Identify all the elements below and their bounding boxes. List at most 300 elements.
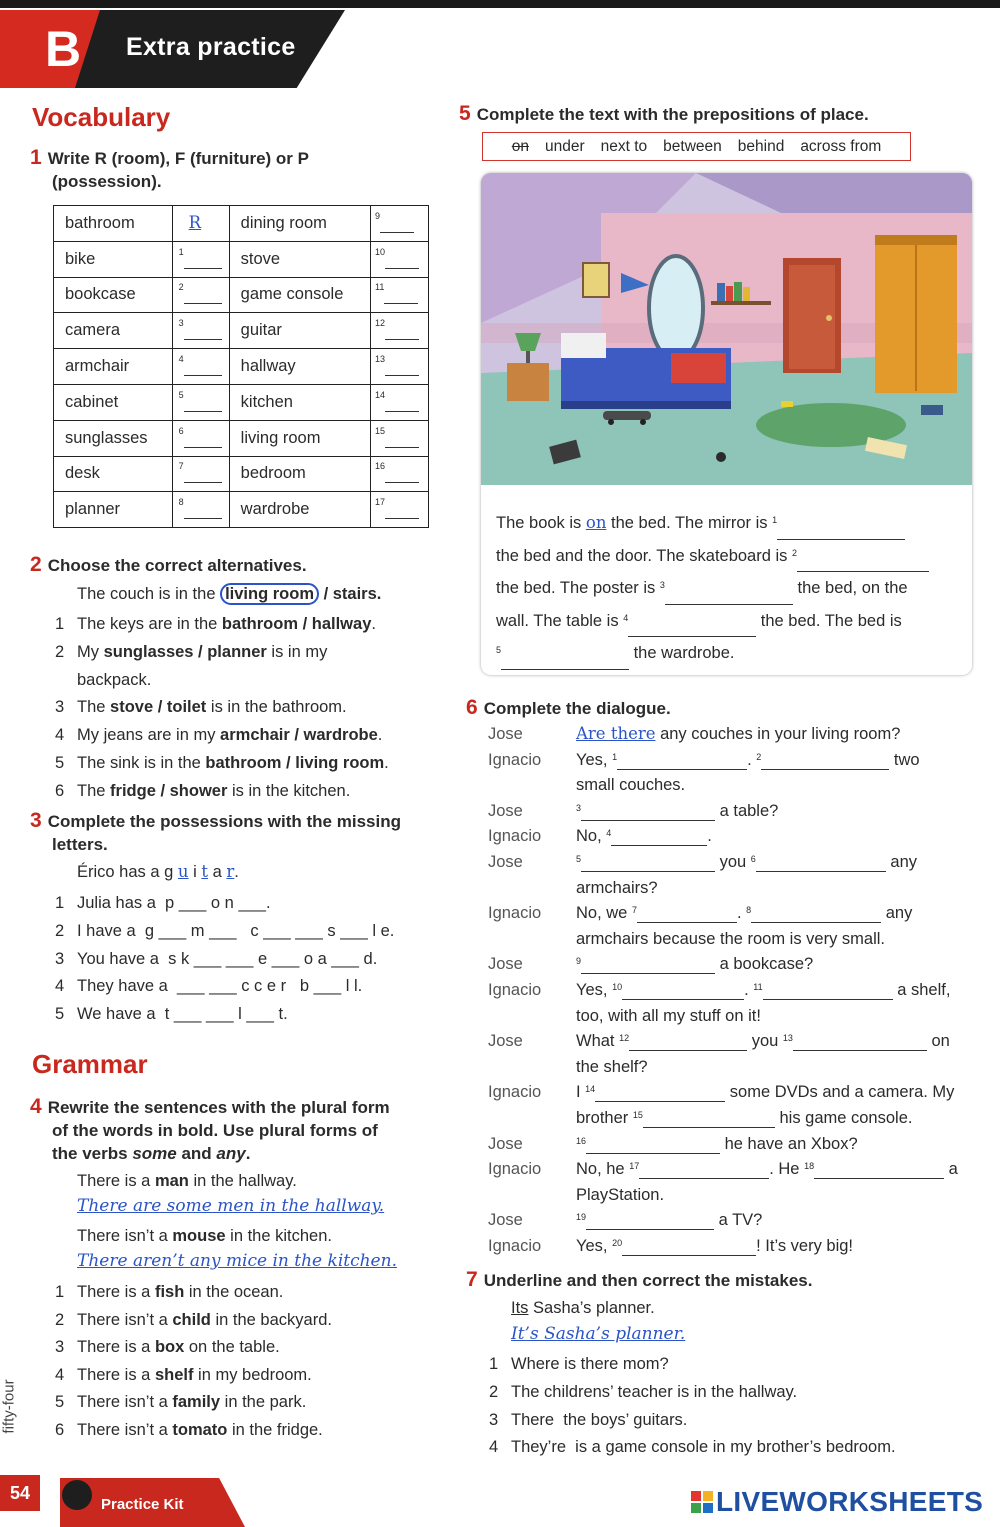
item-number: 11: [375, 282, 385, 293]
answer-cell[interactable]: [172, 206, 229, 242]
bold-word: family: [172, 1393, 221, 1412]
item-number: 9: [375, 210, 381, 221]
item-number: 15: [632, 1109, 643, 1120]
given-answer: Are there: [576, 724, 656, 743]
dialogue-line: [488, 801, 993, 827]
item-text[interactable]: You have a s k ___ ___ e ___ o a ___ d.: [77, 949, 378, 968]
answer-blank-1[interactable]: [777, 524, 905, 540]
list-item[interactable]: [55, 918, 465, 946]
dialogue-text: armchairs?: [576, 878, 658, 897]
answer-cell[interactable]: [172, 277, 229, 313]
answer-cell[interactable]: [371, 206, 429, 242]
table-row: [54, 384, 429, 420]
dialogue-text: What: [576, 1032, 620, 1051]
list-item: [55, 722, 455, 750]
side-page-label: fifty-four: [0, 1379, 18, 1434]
item-number: 7: [631, 905, 637, 916]
speaker-name: Jose: [488, 955, 523, 974]
item-number: 6: [178, 425, 184, 436]
ex2-circled-answer: living room: [220, 583, 319, 605]
item-text: My jeans are in my: [77, 726, 221, 745]
item-text: is in the kitchen.: [227, 781, 351, 800]
item-text: on the table.: [184, 1338, 280, 1357]
speaker-name: Jose: [488, 1032, 523, 1051]
speaker-name: Ignacio: [488, 904, 542, 923]
answer-cell[interactable]: [172, 384, 229, 420]
item-text: in the fridge.: [227, 1420, 323, 1439]
item-number: 2: [178, 282, 184, 293]
vocab-table: [53, 205, 429, 528]
dialogue-line: [488, 954, 993, 980]
answer-cell[interactable]: [172, 492, 229, 528]
vocab-word: wardrobe: [229, 492, 370, 528]
word-option: under: [544, 137, 585, 155]
list-item: [55, 1392, 455, 1420]
item-number: 5: [55, 1393, 65, 1412]
dialogue-text: No, we: [576, 904, 632, 923]
item-number: 5: [55, 1005, 65, 1024]
dialogue-line: [488, 852, 993, 878]
answer-cell[interactable]: [371, 313, 429, 349]
answer-blank-4[interactable]: [628, 621, 756, 637]
poster: [583, 263, 609, 297]
answer-blank[interactable]: [184, 288, 222, 304]
dialogue-line: [488, 1082, 993, 1108]
list-item[interactable]: [55, 946, 465, 974]
dialogue-text: the shelf?: [576, 1057, 648, 1076]
item-number: 3: [55, 949, 65, 968]
vocab-word: bathroom: [54, 206, 173, 242]
answer-blank[interactable]: [581, 856, 715, 872]
list-item[interactable]: [489, 1382, 969, 1410]
speaker-name: Ignacio: [488, 1160, 542, 1179]
dialogue-line: [488, 750, 993, 776]
bold-word: tomato: [172, 1420, 228, 1439]
speaker-name: Jose: [488, 1211, 523, 1230]
answer-blank[interactable]: [622, 984, 744, 1000]
vocab-word: kitchen: [229, 384, 370, 420]
item-text: The: [77, 781, 111, 800]
speaker-name: Jose: [488, 1134, 523, 1153]
list-item: [55, 667, 455, 695]
item-text: .: [371, 615, 376, 633]
dialogue-line: [488, 1210, 993, 1236]
vocab-word: armchair: [54, 349, 173, 385]
answer-cell[interactable]: [172, 420, 229, 456]
item-number: 4: [55, 977, 65, 996]
list-item: [55, 639, 455, 667]
item-text: .: [377, 726, 383, 745]
ex4-example2: There isn’t a mouse in the kitchen.: [77, 1227, 332, 1245]
bold-word: fish: [154, 1283, 185, 1301]
vocab-word: guitar: [229, 313, 370, 349]
dialogue-text: two: [889, 750, 920, 769]
item-number: 4: [489, 1438, 499, 1457]
answer-blank[interactable]: [751, 907, 881, 923]
answer-blank[interactable]: [184, 432, 222, 448]
ex1-number: 1: [30, 146, 42, 169]
list-item[interactable]: [55, 890, 465, 918]
vocabulary-title: Vocabulary: [32, 102, 171, 132]
word-option: next to: [600, 137, 648, 155]
answer-blank[interactable]: [756, 856, 886, 872]
dialogue-line: [488, 1185, 993, 1211]
answer-blank[interactable]: [385, 324, 419, 340]
ex3-items: [55, 890, 465, 1029]
word-option: behind: [737, 137, 785, 155]
practice-kit-label[interactable]: Practice Kit: [101, 1496, 184, 1513]
item-text: My: [77, 642, 104, 661]
list-item[interactable]: [489, 1410, 969, 1438]
item-number: 16: [576, 1135, 587, 1146]
dialogue-text: . He: [769, 1160, 805, 1179]
item-text: in the park.: [220, 1393, 307, 1412]
answer-blank[interactable]: [581, 805, 715, 821]
item-text: in the backyard.: [210, 1310, 332, 1329]
grammar-title: Grammar: [32, 1049, 148, 1079]
answer-blank[interactable]: [184, 360, 222, 376]
item-number: 7: [178, 461, 184, 472]
item-text: There is a: [77, 1283, 155, 1301]
dialogue-line: [488, 1159, 993, 1185]
speaker-name: Ignacio: [488, 827, 542, 846]
answer-cell[interactable]: [371, 420, 429, 456]
item-number: 6: [750, 853, 756, 864]
table-row: [54, 206, 429, 242]
answer-blank[interactable]: [385, 503, 419, 519]
table-row: [54, 420, 429, 456]
item-number: 14: [375, 389, 386, 400]
dialogue-text: No,: [576, 827, 607, 846]
dialogue-line: [488, 1006, 993, 1032]
item-text[interactable]: They have a ___ ___ c c e r b ___ l l.: [77, 977, 363, 996]
answer-blank[interactable]: [385, 432, 419, 448]
vocab-word: hallway: [229, 349, 370, 385]
answer-blank[interactable]: [629, 1035, 747, 1051]
word-option: on: [511, 137, 529, 155]
item-text: .: [384, 753, 389, 772]
dialogue-text: Yes,: [576, 750, 613, 769]
room-picture-card: [481, 173, 972, 675]
dialogue-text: PlayStation.: [576, 1185, 665, 1204]
table-row: [54, 456, 429, 492]
dialogue-text: No, he: [576, 1160, 630, 1179]
item-number: 2: [756, 751, 762, 762]
answer-cell[interactable]: [371, 277, 429, 313]
answer-blank[interactable]: [385, 360, 419, 376]
answer-blank[interactable]: [814, 1163, 944, 1179]
answer-cell[interactable]: [172, 241, 229, 277]
alternatives[interactable]: stove / toilet: [110, 698, 207, 717]
answer-blank[interactable]: [793, 1035, 927, 1051]
answer-cell[interactable]: [371, 456, 429, 492]
vocab-word: stove: [229, 241, 370, 277]
dialogue-line: [488, 1057, 993, 1083]
item-number: 16: [375, 461, 386, 472]
table-row: [54, 492, 429, 528]
speaker-name: Ignacio: [488, 1236, 542, 1255]
item-number: 10: [375, 246, 386, 257]
dialogue-text: some DVDs and a camera. My: [725, 1083, 955, 1102]
dialogue-text: you: [715, 852, 751, 871]
dialogue-text: Yes,: [576, 1236, 613, 1255]
answer-blank[interactable]: [384, 288, 418, 304]
item-number: 10: [612, 981, 623, 992]
item-number: 17: [629, 1161, 640, 1172]
answer-blank[interactable]: [637, 907, 737, 923]
vocab-word: desk: [54, 456, 173, 492]
ex7-items: [489, 1354, 969, 1465]
ex2-example: The couch is in the living room / stairs.: [77, 585, 382, 603]
item-number: 5: [576, 853, 582, 864]
bold-word: child: [172, 1310, 211, 1329]
ex6-dialogue: [488, 724, 993, 1261]
header-title: Extra practice: [126, 33, 296, 61]
item-number: 12: [619, 1033, 630, 1044]
item-text[interactable]: Julia has a p ___ o n ___.: [77, 894, 271, 912]
item-number: 3: [55, 1338, 65, 1357]
item-number: 3: [576, 802, 582, 813]
list-item[interactable]: [55, 973, 465, 1001]
dialogue-text: a TV?: [714, 1211, 763, 1230]
dialogue-line: [488, 826, 993, 852]
ex7-instruction: 7 Underline and then correct the mistakes.: [466, 1268, 813, 1291]
item-number: 19: [576, 1212, 587, 1223]
answer-blank[interactable]: [611, 830, 707, 846]
list-item: [55, 694, 455, 722]
vocab-word: sunglasses: [54, 420, 173, 456]
ex4-instruction: 4 Rewrite the sentences with the plural form of the words in bold. Use plural forms of the verbs some and any.: [30, 1095, 390, 1163]
answer-blank[interactable]: [184, 503, 222, 519]
speaker-name: Ignacio: [488, 1083, 542, 1102]
answer-blank[interactable]: [385, 467, 419, 483]
item-number: 17: [375, 497, 386, 508]
list-item: [55, 1337, 455, 1365]
dialogue-text: I: [576, 1083, 586, 1102]
ex4-items: [55, 1282, 455, 1448]
bold-word: shelf: [154, 1365, 194, 1384]
answer-cell[interactable]: [371, 349, 429, 385]
table-row: [54, 313, 429, 349]
ex4-example2-answer: There aren’t any mice in the kitchen.: [77, 1251, 397, 1271]
answer-blank[interactable]: [617, 754, 747, 770]
list-item: [55, 1282, 455, 1310]
ex5-instruction: 5 Complete the text with the prepositions of place.: [459, 102, 869, 125]
list-item: [55, 611, 455, 639]
item-number: 5: [55, 753, 65, 772]
ex5-text: The book is on the bed. The mirror is $^1$ the bed and the door. The skateboard is $^2$ the bed. The poster is $^3$ the bed, on the wall. The table is $^4$ the bed. The bed is $^5$ the wardrobe.: [496, 507, 966, 670]
dialogue-text: ! It’s very big!: [756, 1236, 854, 1255]
answer-cell[interactable]: [172, 313, 229, 349]
speaker-name: Jose: [488, 801, 523, 820]
item-number: 1: [178, 246, 184, 257]
answer-cell[interactable]: [172, 349, 229, 385]
dialogue-line: [488, 724, 993, 750]
item-text[interactable]: They’re is a game console in my brother’s bedroom.: [511, 1438, 896, 1457]
ex7-example: Its Sasha’s planner.: [511, 1299, 655, 1317]
mirror: [649, 256, 703, 360]
answer-cell[interactable]: [371, 384, 429, 420]
answer-blank[interactable]: [595, 1086, 725, 1102]
dialogue-text: .: [707, 827, 712, 846]
item-number: 2: [489, 1382, 499, 1401]
answer-blank[interactable]: [761, 754, 889, 770]
ex4-example1: There is a man in the hallway.: [77, 1172, 297, 1190]
dialogue-text: his game console.: [774, 1108, 913, 1127]
item-number: 1: [55, 615, 65, 633]
ex2-instruction: 2 Choose the correct alternatives.: [30, 553, 307, 576]
answer-cell[interactable]: [371, 241, 429, 277]
answer-blank[interactable]: [586, 1214, 714, 1230]
item-number: 11: [753, 981, 763, 992]
item-text[interactable]: There the boys’ guitars.: [511, 1410, 688, 1429]
liveworksheets-logo[interactable]: LIVEWORKSHEETS: [690, 1486, 983, 1518]
list-item[interactable]: [489, 1437, 969, 1465]
list-item: [55, 778, 455, 806]
list-item: [55, 1310, 455, 1338]
dialogue-line: [488, 1108, 993, 1134]
dialogue-text: any: [881, 904, 913, 923]
bedroom-illustration: [481, 173, 972, 485]
dialogue-text: a table?: [715, 801, 779, 820]
table-row: [54, 349, 429, 385]
alternatives[interactable]: bathroom / hallway: [221, 615, 372, 633]
dialogue-text: on: [926, 1032, 950, 1051]
skateboard: [603, 411, 651, 420]
ex6-instruction: 6 Complete the dialogue.: [466, 696, 671, 719]
answer-blank[interactable]: [639, 1163, 769, 1179]
answer-cell[interactable]: [172, 456, 229, 492]
item-number: 3: [178, 318, 184, 329]
item-number: 12: [375, 318, 386, 329]
list-item[interactable]: [55, 1001, 465, 1029]
item-text[interactable]: I have a g ___ m ___ c ___ ___ s ___ l e.: [77, 921, 395, 940]
ex1-instruction: 1 Write R (room), F (furniture) or P (possession).: [30, 146, 309, 191]
item-number: 2: [55, 921, 65, 940]
answer-blank[interactable]: [385, 396, 419, 412]
top-border: [0, 0, 1000, 8]
answer-blank[interactable]: [586, 1138, 720, 1154]
answer-blank[interactable]: [184, 253, 222, 269]
item-number: 4: [55, 726, 65, 745]
dialogue-line: [488, 878, 993, 904]
table: [507, 363, 549, 401]
dialogue-text: a shelf,: [892, 980, 951, 999]
item-text[interactable]: We have a t ___ ___ l ___ t.: [77, 1005, 288, 1024]
item-number: 4: [178, 354, 184, 365]
word-option: between: [663, 137, 722, 155]
answer-blank[interactable]: [380, 217, 414, 233]
answer-blank[interactable]: [643, 1112, 775, 1128]
list-item: [55, 1420, 455, 1448]
answer-blank-5[interactable]: [501, 654, 629, 670]
header-letter: B: [45, 21, 82, 77]
item-text: There isn’t a: [77, 1310, 173, 1329]
shelf: [711, 301, 771, 305]
vocab-word: camera: [54, 313, 173, 349]
vocab-word: bedroom: [229, 456, 370, 492]
answer-blank[interactable]: [763, 984, 893, 1000]
speaker-name: Ignacio: [488, 980, 542, 999]
alternatives[interactable]: armchair / wardrobe: [220, 726, 378, 745]
answer-blank-2[interactable]: [797, 556, 929, 572]
item-text: The: [77, 698, 111, 717]
dialogue-line: [488, 1236, 993, 1262]
item-number: 1: [55, 1283, 65, 1301]
answer-blank[interactable]: [184, 467, 222, 483]
vocab-word: bike: [54, 241, 173, 277]
item-text[interactable]: Where is there mom?: [511, 1355, 669, 1373]
dialogue-text: .: [747, 750, 757, 769]
item-number: 13: [375, 354, 386, 365]
dialogue-line: [488, 1031, 993, 1057]
given-answer: R: [188, 213, 202, 233]
dialogue-line: [488, 775, 993, 801]
answer-blank[interactable]: [385, 253, 419, 269]
item-text: There is a: [77, 1365, 155, 1384]
word-option: across from: [800, 137, 882, 155]
item-text: is in my: [266, 642, 328, 661]
item-text: The keys are in the: [77, 615, 222, 633]
item-number: 6: [55, 781, 65, 800]
dialogue-text: you: [747, 1032, 783, 1051]
dialogue-text: Yes,: [576, 980, 613, 999]
speaker-name: Jose: [488, 852, 523, 871]
item-number: 9: [576, 956, 582, 967]
answer-cell[interactable]: [371, 492, 429, 528]
answer-blank[interactable]: [581, 958, 715, 974]
item-number: 5: [178, 389, 184, 400]
dialogue-text: he have an Xbox?: [720, 1134, 858, 1153]
alternatives[interactable]: fridge / shower: [110, 781, 228, 800]
speaker-name: Jose: [488, 725, 523, 743]
dialogue-line: [488, 1134, 993, 1160]
dialogue-text: any couches in your living room?: [655, 725, 901, 743]
item-number: 2: [55, 1310, 65, 1329]
answer-blank[interactable]: [184, 324, 222, 340]
item-number: 20: [612, 1237, 623, 1248]
item-text: The sink is in the: [77, 753, 206, 772]
item-number: 4: [606, 828, 612, 839]
item-number: 6: [55, 1420, 65, 1439]
item-number: 2: [55, 642, 65, 661]
dialogue-text: a bookcase?: [715, 955, 814, 974]
answer-blank-3[interactable]: [665, 589, 793, 605]
list-item[interactable]: [489, 1354, 969, 1382]
list-item: [55, 750, 455, 778]
vocab-word: dining room: [229, 206, 370, 242]
item-number: 3: [489, 1410, 499, 1429]
liveworksheets-icon: [690, 1490, 714, 1514]
answer-blank[interactable]: [184, 396, 222, 412]
alternatives[interactable]: sunglasses / planner: [103, 642, 267, 661]
item-number: 18: [804, 1161, 815, 1172]
item-number: 8: [178, 497, 184, 508]
item-number: 1: [55, 894, 65, 912]
ex3-instruction: 3 Complete the possessions with the missing letters.: [30, 809, 401, 854]
dialogue-text: any: [885, 852, 917, 871]
item-text[interactable]: The childrens’ teacher is in the hallway.: [511, 1382, 798, 1401]
alternatives[interactable]: bathroom / living room: [205, 753, 385, 772]
dialogue-text: too, with all my stuff on it!: [576, 1006, 761, 1025]
item-number: 4: [55, 1365, 65, 1384]
answer-blank[interactable]: [622, 1240, 756, 1256]
item-text: is in the bathroom.: [206, 698, 347, 717]
ex7-example-answer: It’s Sasha’s planner.: [511, 1324, 686, 1344]
table-row: [54, 241, 429, 277]
bold-word: box: [154, 1338, 185, 1357]
dialogue-text: .: [736, 904, 747, 923]
